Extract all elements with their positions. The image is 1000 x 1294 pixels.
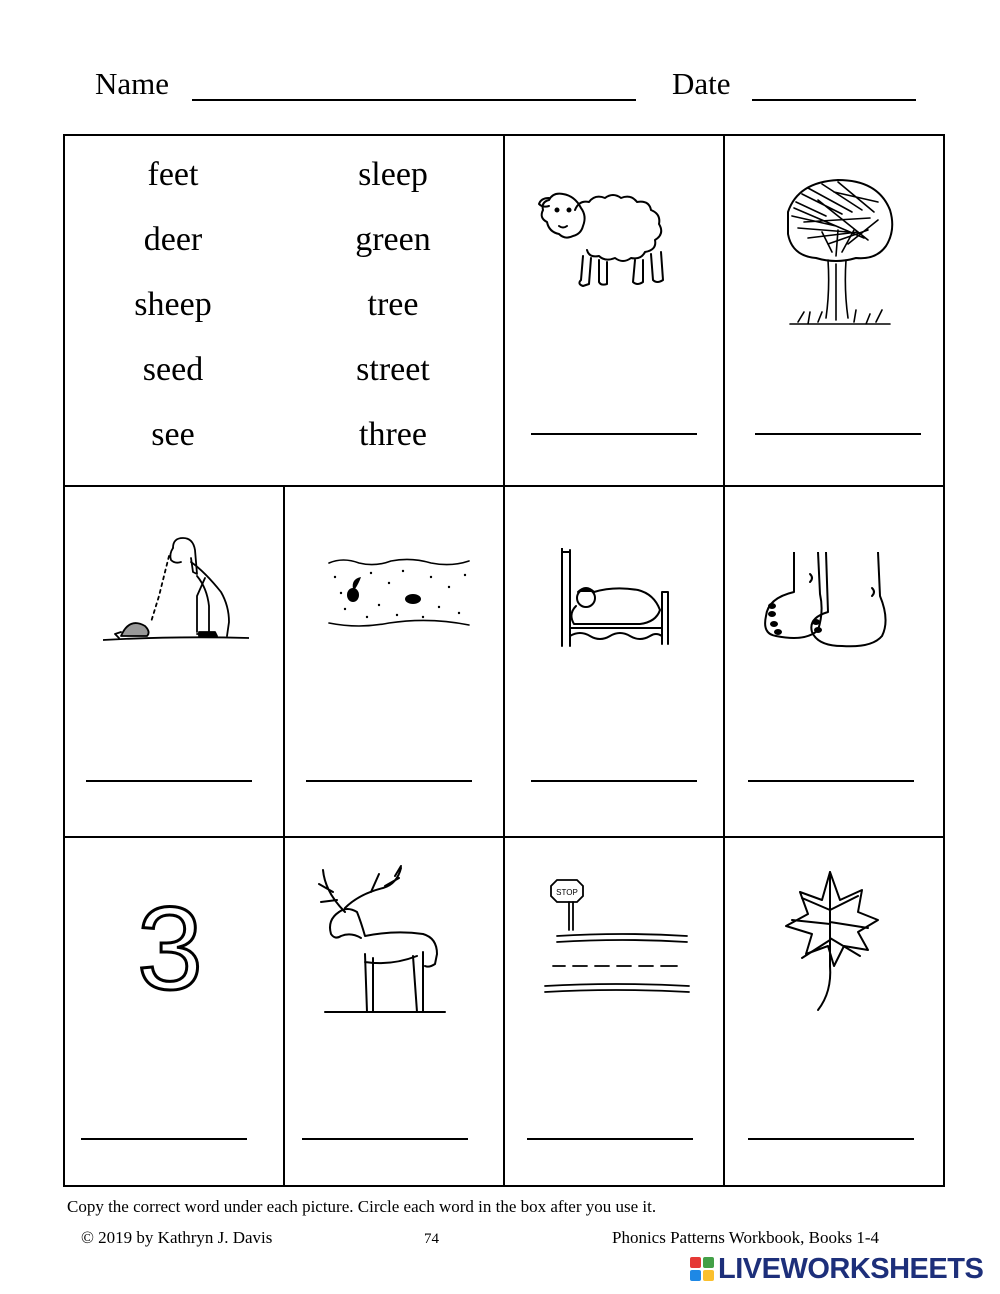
word-bank-item: deer xyxy=(143,221,203,258)
deer-icon xyxy=(315,862,450,1020)
answer-input-sleep[interactable] xyxy=(531,745,701,781)
answer-input-feet[interactable] xyxy=(748,745,918,781)
answer-input-three[interactable] xyxy=(81,1103,251,1139)
answer-input-sheep[interactable] xyxy=(531,398,701,434)
girl-looking-at-turtle-icon xyxy=(103,536,249,646)
answer-input-green[interactable] xyxy=(748,1103,918,1139)
seeds-in-soil-icon xyxy=(327,557,472,633)
feet-icon xyxy=(764,552,890,652)
word-bank-item: street xyxy=(356,351,430,388)
name-label: Name xyxy=(95,66,170,101)
answer-input-tree[interactable] xyxy=(755,398,925,434)
word-bank-item: tree xyxy=(367,286,419,323)
answer-input-see[interactable] xyxy=(86,745,256,781)
page-number: 74 xyxy=(424,1231,439,1247)
stop-sign-label: STOP xyxy=(556,888,578,897)
word-bank-item: see xyxy=(151,416,195,453)
word-bank-item: sheep xyxy=(134,286,212,323)
grid-divider xyxy=(503,134,505,1187)
grid-divider xyxy=(63,485,945,487)
copyright: © 2019 by Kathryn J. Davis xyxy=(81,1228,273,1247)
name-field-line[interactable] xyxy=(192,99,636,101)
green-leaf-icon xyxy=(780,870,880,1012)
number-three-text: 3 xyxy=(137,893,203,1005)
liveworksheets-logo xyxy=(690,1254,983,1284)
word-bank-item: green xyxy=(355,221,431,258)
liveworksheets-blocks-icon xyxy=(690,1257,714,1281)
instructions: Copy the correct word under each picture. Circle each word in the box after you use it. xyxy=(67,1197,657,1216)
word-bank-item: three xyxy=(359,416,427,453)
answer-input-street[interactable] xyxy=(527,1103,697,1139)
answer-input-deer[interactable] xyxy=(302,1103,472,1139)
date-label: Date xyxy=(672,66,731,101)
tree-icon xyxy=(778,172,896,332)
word-bank-item: sleep xyxy=(358,156,428,193)
book-title: Phonics Patterns Workbook, Books 1-4 xyxy=(612,1228,880,1247)
word-bank-item: feet xyxy=(147,156,199,193)
liveworksheets-wordmark: LIVEWORKSHEETS xyxy=(718,1252,984,1285)
boy-sleeping-in-bed-icon xyxy=(552,548,672,648)
number-three-icon xyxy=(125,893,215,1005)
word-bank-item: seed xyxy=(142,351,204,388)
street-with-stop-sign-icon xyxy=(543,878,691,998)
answer-input-seed[interactable] xyxy=(306,745,476,781)
grid-divider xyxy=(723,134,725,1187)
grid-divider xyxy=(63,836,945,838)
date-field-line[interactable] xyxy=(752,99,916,101)
sheep-icon xyxy=(535,182,680,294)
